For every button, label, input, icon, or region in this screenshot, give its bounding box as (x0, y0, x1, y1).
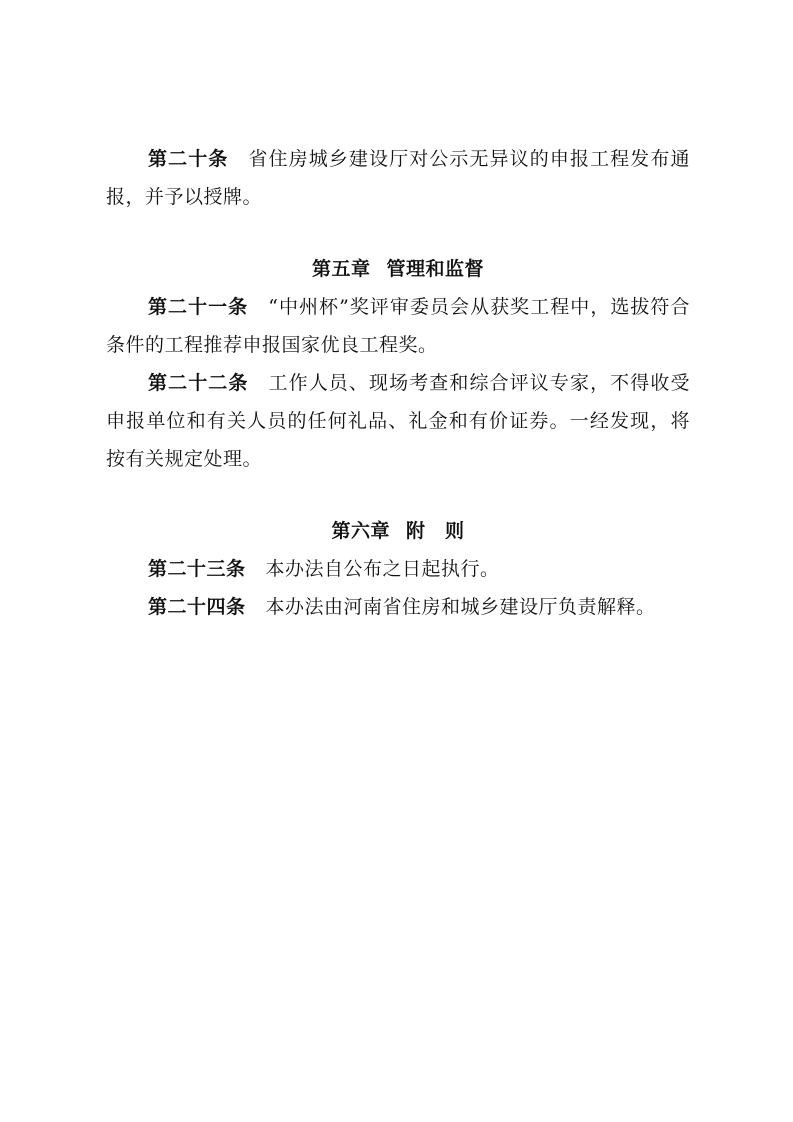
article-23-label: 第二十三条 (148, 558, 246, 580)
article-21-text: “中州杯”奖评审委员会从获奖工程中，选拔符合条件的工程推荐申报国家优良工程奖。 (106, 296, 690, 356)
article-20-text: 省住房城乡建设厅对公示无异议的申报工程发布通报，并予以授牌。 (106, 148, 690, 208)
article-20 (106, 140, 690, 216)
article-24 (106, 588, 690, 626)
article-24-text: 本办法由河南省住房和城乡建设厅负责解释。 (265, 596, 656, 618)
article-22-text: 工作人员、现场考查和综合评议专家，不得收受申报单位和有关人员的任何礼品、礼金和有价证券。一经发现，将按有关规定处理。 (106, 372, 690, 470)
article-23-text: 本办法自公布之日起执行。 (265, 558, 500, 580)
chapter-6-title: 附 则 (406, 520, 465, 542)
chapter-5-heading (106, 250, 690, 288)
spacer (106, 216, 690, 250)
article-22-label: 第二十二条 (148, 372, 249, 394)
article-20-label: 第二十条 (148, 148, 229, 170)
article-21 (106, 288, 690, 364)
article-21-label: 第二十一条 (148, 296, 249, 318)
chapter-5-number: 第五章 (311, 258, 371, 280)
document-body (106, 140, 690, 626)
chapter-6-number: 第六章 (331, 520, 390, 542)
spacer (106, 478, 690, 512)
article-23 (106, 550, 690, 588)
article-24-label: 第二十四条 (148, 596, 246, 618)
article-22 (106, 364, 690, 478)
chapter-6-heading (106, 512, 690, 550)
chapter-5-title: 管理和监督 (386, 258, 485, 280)
